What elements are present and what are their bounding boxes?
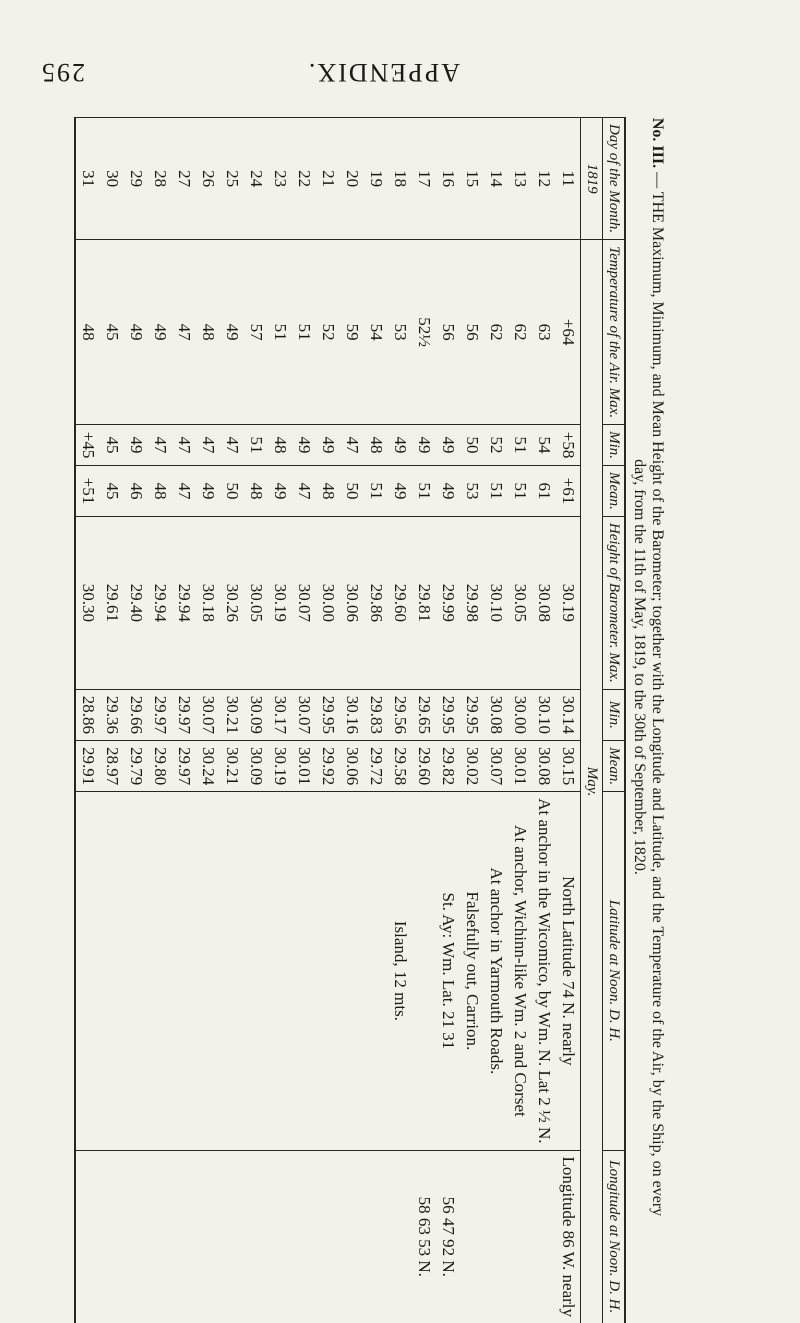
cell-temp-mean: 61 — [532, 466, 556, 517]
cell-baro-max: 29.61 — [100, 516, 124, 689]
cell-day: 17 — [412, 118, 436, 240]
cell-latitude — [292, 792, 316, 1150]
table-row — [340, 118, 364, 1323]
cell-baro-mean: 30.01 — [292, 741, 316, 792]
cell-baro-mean: 30.08 — [532, 741, 556, 792]
table-row — [484, 118, 508, 1323]
cell-baro-min: 29.36 — [100, 689, 124, 740]
cell-baro-min: 30.10 — [532, 689, 556, 740]
cell-temp-max: 62 — [508, 240, 532, 425]
cell-baro-max: 30.18 — [196, 516, 220, 689]
cell-baro-max: 30.00 — [316, 516, 340, 689]
cell-baro-min: 30.09 — [244, 689, 268, 740]
cell-temp-min: 47 — [340, 425, 364, 466]
table-row — [196, 118, 220, 1323]
cell-baro-min: 29.95 — [316, 689, 340, 740]
cell-temp-max: 48 — [196, 240, 220, 425]
cell-baro-min: 29.95 — [460, 689, 484, 740]
cell-latitude — [244, 792, 268, 1150]
cell-latitude — [196, 792, 220, 1150]
cell-temp-min: 49 — [412, 425, 436, 466]
cell-latitude — [412, 792, 436, 1150]
cell-temp-mean: 53 — [460, 466, 484, 517]
cell-day: 23 — [268, 118, 292, 240]
cell-day: 15 — [460, 118, 484, 240]
cell-day: 30 — [100, 118, 124, 240]
cell-latitude — [220, 792, 244, 1150]
page-number: 295 — [40, 57, 85, 87]
cell-day: 14 — [484, 118, 508, 240]
cell-temp-min: 47 — [196, 425, 220, 466]
cell-temp-mean: +61 — [556, 466, 581, 517]
cell-latitude — [75, 792, 100, 1150]
table-row — [388, 118, 412, 1323]
cell-temp-mean: 50 — [220, 466, 244, 517]
cell-baro-mean: 30.01 — [508, 741, 532, 792]
cell-baro-max: 30.19 — [268, 516, 292, 689]
cell-temp-mean: 49 — [196, 466, 220, 517]
cell-temp-mean: +51 — [75, 466, 100, 517]
cell-temp-max: 63 — [532, 240, 556, 425]
table-row — [75, 118, 100, 1323]
cell-baro-mean: 29.72 — [364, 741, 388, 792]
cell-baro-min: 30.17 — [268, 689, 292, 740]
table-body — [75, 118, 581, 1323]
col-temp-mean: Mean. — [603, 466, 626, 517]
cell-baro-max: 29.94 — [148, 516, 172, 689]
cell-baro-max: 29.86 — [364, 516, 388, 689]
cell-temp-mean: 47 — [172, 466, 196, 517]
cell-baro-mean: 30.19 — [268, 741, 292, 792]
cell-latitude: Falsefully out, Carrion. — [460, 792, 484, 1150]
cell-longitude — [244, 1150, 268, 1323]
cell-day: 31 — [75, 118, 100, 240]
cell-temp-mean: 51 — [364, 466, 388, 517]
cell-temp-min: 45 — [100, 425, 124, 466]
cell-baro-mean: 30.21 — [220, 741, 244, 792]
cell-temp-mean: 49 — [268, 466, 292, 517]
cell-temp-mean: 48 — [148, 466, 172, 517]
cell-baro-max: 30.07 — [292, 516, 316, 689]
table-row — [244, 118, 268, 1323]
cell-day: 11 — [556, 118, 581, 240]
cell-temp-min: 50 — [460, 425, 484, 466]
cell-temp-mean: 47 — [292, 466, 316, 517]
col-baro-max: Height of Barometer. Max. — [603, 516, 626, 689]
cell-temp-max: 51 — [268, 240, 292, 425]
cell-day: 29 — [124, 118, 148, 240]
cell-temp-min: 51 — [508, 425, 532, 466]
cell-baro-max: 29.98 — [460, 516, 484, 689]
cell-day: 24 — [244, 118, 268, 240]
cell-temp-max: 51 — [292, 240, 316, 425]
table-row — [316, 118, 340, 1323]
table-row — [220, 118, 244, 1323]
cell-baro-min: 29.83 — [364, 689, 388, 740]
cell-baro-max: 30.19 — [556, 516, 581, 689]
table-row — [268, 118, 292, 1323]
cell-baro-min: 29.65 — [412, 689, 436, 740]
table-row — [460, 118, 484, 1323]
cell-baro-max: 29.81 — [412, 516, 436, 689]
cell-longitude: Longitude 86 W. nearly — [556, 1150, 581, 1323]
cell-longitude — [148, 1150, 172, 1323]
cell-temp-min: 48 — [268, 425, 292, 466]
cell-longitude — [75, 1150, 100, 1323]
cell-temp-max: 49 — [220, 240, 244, 425]
cell-day: 26 — [196, 118, 220, 240]
cell-temp-mean: 45 — [100, 466, 124, 517]
cell-latitude — [364, 792, 388, 1150]
cell-day: 21 — [316, 118, 340, 240]
cell-longitude — [196, 1150, 220, 1323]
cell-baro-max: 30.10 — [484, 516, 508, 689]
cell-baro-max: 29.40 — [124, 516, 148, 689]
cell-temp-mean: 51 — [484, 466, 508, 517]
cell-longitude — [388, 1150, 412, 1323]
cell-temp-min: +58 — [556, 425, 581, 466]
cell-day: 20 — [340, 118, 364, 240]
cell-latitude — [124, 792, 148, 1150]
cell-baro-max: 30.05 — [244, 516, 268, 689]
cell-longitude — [292, 1150, 316, 1323]
cell-baro-min: 30.07 — [292, 689, 316, 740]
running-title: APPENDIX. — [307, 57, 460, 87]
cell-temp-max: 45 — [100, 240, 124, 425]
col-temp-min: Min. — [603, 425, 626, 466]
cell-day: 28 — [148, 118, 172, 240]
cell-baro-mean: 30.07 — [484, 741, 508, 792]
rotated-table-block — [40, 117, 760, 1217]
cell-baro-max: 30.08 — [532, 516, 556, 689]
barometer-table — [74, 117, 626, 1323]
cell-baro-mean: 30.06 — [340, 741, 364, 792]
cell-baro-max: 30.06 — [340, 516, 364, 689]
cell-baro-mean: 29.92 — [316, 741, 340, 792]
cell-temp-mean: 46 — [124, 466, 148, 517]
col-baro-min: Min. — [603, 689, 626, 740]
cell-temp-min: 47 — [172, 425, 196, 466]
cell-temp-max: 49 — [148, 240, 172, 425]
cell-day: 16 — [436, 118, 460, 240]
cell-baro-mean: 29.91 — [75, 741, 100, 792]
cell-latitude: At anchor in Yarmouth Roads. — [484, 792, 508, 1150]
cell-longitude — [268, 1150, 292, 1323]
cell-baro-min: 29.95 — [436, 689, 460, 740]
table-row — [412, 118, 436, 1323]
table-row — [292, 118, 316, 1323]
cell-longitude — [484, 1150, 508, 1323]
cell-baro-mean: 30.24 — [196, 741, 220, 792]
cell-temp-mean: 49 — [436, 466, 460, 517]
cell-baro-max: 30.30 — [75, 516, 100, 689]
table-row — [100, 118, 124, 1323]
cell-longitude — [172, 1150, 196, 1323]
cell-baro-min: 29.97 — [172, 689, 196, 740]
cell-baro-min: 30.00 — [508, 689, 532, 740]
cell-latitude: St. Ay: Wm. Lat. 21 31 — [436, 792, 460, 1150]
cell-baro-mean: 28.97 — [100, 741, 124, 792]
cell-longitude: 56 47 92 N. — [436, 1150, 460, 1323]
cell-temp-max: 54 — [364, 240, 388, 425]
cell-temp-min: 47 — [220, 425, 244, 466]
cell-longitude — [460, 1150, 484, 1323]
cell-baro-max: 30.26 — [220, 516, 244, 689]
cell-baro-mean: 29.80 — [148, 741, 172, 792]
cell-latitude: North Latitude 74 N. nearly — [556, 792, 581, 1150]
table-row — [148, 118, 172, 1323]
cell-baro-mean: 29.79 — [124, 741, 148, 792]
cell-latitude — [100, 792, 124, 1150]
cell-baro-max: 29.60 — [388, 516, 412, 689]
table-row — [556, 118, 581, 1323]
cell-temp-max: 57 — [244, 240, 268, 425]
cell-latitude — [340, 792, 364, 1150]
table-header-row — [603, 118, 626, 1323]
cell-temp-max: 62 — [484, 240, 508, 425]
cell-longitude — [220, 1150, 244, 1323]
cell-baro-max: 29.99 — [436, 516, 460, 689]
cell-temp-min: 52 — [484, 425, 508, 466]
cell-longitude — [124, 1150, 148, 1323]
cell-longitude — [508, 1150, 532, 1323]
table-row — [172, 118, 196, 1323]
cell-baro-mean: 30.15 — [556, 741, 581, 792]
cell-latitude: At anchor in the Wicomico, by Wm. N. Lat 2 ½ N. — [532, 792, 556, 1150]
cell-temp-max: 52½ — [412, 240, 436, 425]
cell-temp-min: 51 — [244, 425, 268, 466]
cell-latitude — [172, 792, 196, 1150]
cell-baro-max: 30.05 — [508, 516, 532, 689]
cell-temp-min: 49 — [292, 425, 316, 466]
cell-baro-min: 30.07 — [196, 689, 220, 740]
cell-temp-min: 54 — [532, 425, 556, 466]
col-longitude: Longitude at Noon. D. H. — [603, 1150, 626, 1323]
cell-temp-min: 48 — [364, 425, 388, 466]
cell-longitude — [532, 1150, 556, 1323]
cell-temp-min: 49 — [436, 425, 460, 466]
table-row — [364, 118, 388, 1323]
cell-longitude — [100, 1150, 124, 1323]
cell-latitude — [316, 792, 340, 1150]
cell-temp-max: 48 — [75, 240, 100, 425]
month-label: May. — [581, 240, 603, 1323]
cell-longitude — [316, 1150, 340, 1323]
cell-day: 18 — [388, 118, 412, 240]
col-baro-mean: Mean. — [603, 741, 626, 792]
cell-temp-mean: 51 — [508, 466, 532, 517]
table-period-row — [581, 118, 603, 1323]
cell-temp-mean: 49 — [388, 466, 412, 517]
cell-day: 27 — [172, 118, 196, 240]
cell-baro-mean: 30.02 — [460, 741, 484, 792]
cell-day: 19 — [364, 118, 388, 240]
cell-latitude — [148, 792, 172, 1150]
cell-temp-min: 49 — [124, 425, 148, 466]
cell-baro-max: 29.94 — [172, 516, 196, 689]
barometer-table-container — [50, 117, 670, 1217]
table-number: No. III. — [649, 118, 666, 168]
cell-temp-max: 47 — [172, 240, 196, 425]
year-label: 1819 — [581, 118, 603, 240]
cell-longitude: 58 63 53 N. — [412, 1150, 436, 1323]
cell-baro-mean: 29.82 — [436, 741, 460, 792]
cell-temp-max: 56 — [436, 240, 460, 425]
cell-day: 12 — [532, 118, 556, 240]
cell-temp-mean: 48 — [316, 466, 340, 517]
cell-temp-max: 56 — [460, 240, 484, 425]
table-row — [532, 118, 556, 1323]
cell-latitude: At anchor, Wichinn-like Wm. 2 and Corset — [508, 792, 532, 1150]
cell-temp-mean: 50 — [340, 466, 364, 517]
cell-temp-max: 52 — [316, 240, 340, 425]
cell-baro-min: 29.56 — [388, 689, 412, 740]
cell-longitude — [340, 1150, 364, 1323]
cell-baro-min: 29.97 — [148, 689, 172, 740]
cell-temp-mean: 51 — [412, 466, 436, 517]
cell-temp-mean: 48 — [244, 466, 268, 517]
col-latitude: Latitude at Noon. D. H. — [603, 792, 626, 1150]
cell-temp-min: 47 — [148, 425, 172, 466]
cell-temp-min: +45 — [75, 425, 100, 466]
cell-baro-mean: 29.60 — [412, 741, 436, 792]
cell-day: 22 — [292, 118, 316, 240]
cell-temp-max: +64 — [556, 240, 581, 425]
cell-temp-max: 59 — [340, 240, 364, 425]
cell-baro-min: 29.66 — [124, 689, 148, 740]
table-row — [124, 118, 148, 1323]
col-day: Day of the Month. — [603, 118, 626, 240]
col-temp-max: Temperature of the Air. Max. — [603, 240, 626, 425]
cell-baro-min: 30.08 — [484, 689, 508, 740]
cell-baro-min: 30.14 — [556, 689, 581, 740]
cell-latitude: Island, 12 mts. — [388, 792, 412, 1150]
cell-temp-min: 49 — [316, 425, 340, 466]
cell-baro-min: 30.16 — [340, 689, 364, 740]
cell-baro-mean: 30.09 — [244, 741, 268, 792]
cell-baro-mean: 29.58 — [388, 741, 412, 792]
cell-longitude — [364, 1150, 388, 1323]
cell-baro-min: 28.86 — [75, 689, 100, 740]
cell-latitude — [268, 792, 292, 1150]
cell-temp-min: 49 — [388, 425, 412, 466]
cell-day: 13 — [508, 118, 532, 240]
cell-baro-min: 30.21 — [220, 689, 244, 740]
table-row — [436, 118, 460, 1323]
table-caption — [626, 117, 670, 1217]
cell-day: 25 — [220, 118, 244, 240]
cell-baro-mean: 29.97 — [172, 741, 196, 792]
cell-temp-max: 49 — [124, 240, 148, 425]
table-caption-text: — THE Maximum, Minimum, and Mean Height of the Barometer; together with the Longitude and Latitude, and the Temperature of the Air, by the Ship, on every day, from the 11th of May, 1819, to the 30th of September, 1820. — [631, 172, 666, 1216]
table-row — [508, 118, 532, 1323]
cell-temp-max: 53 — [388, 240, 412, 425]
